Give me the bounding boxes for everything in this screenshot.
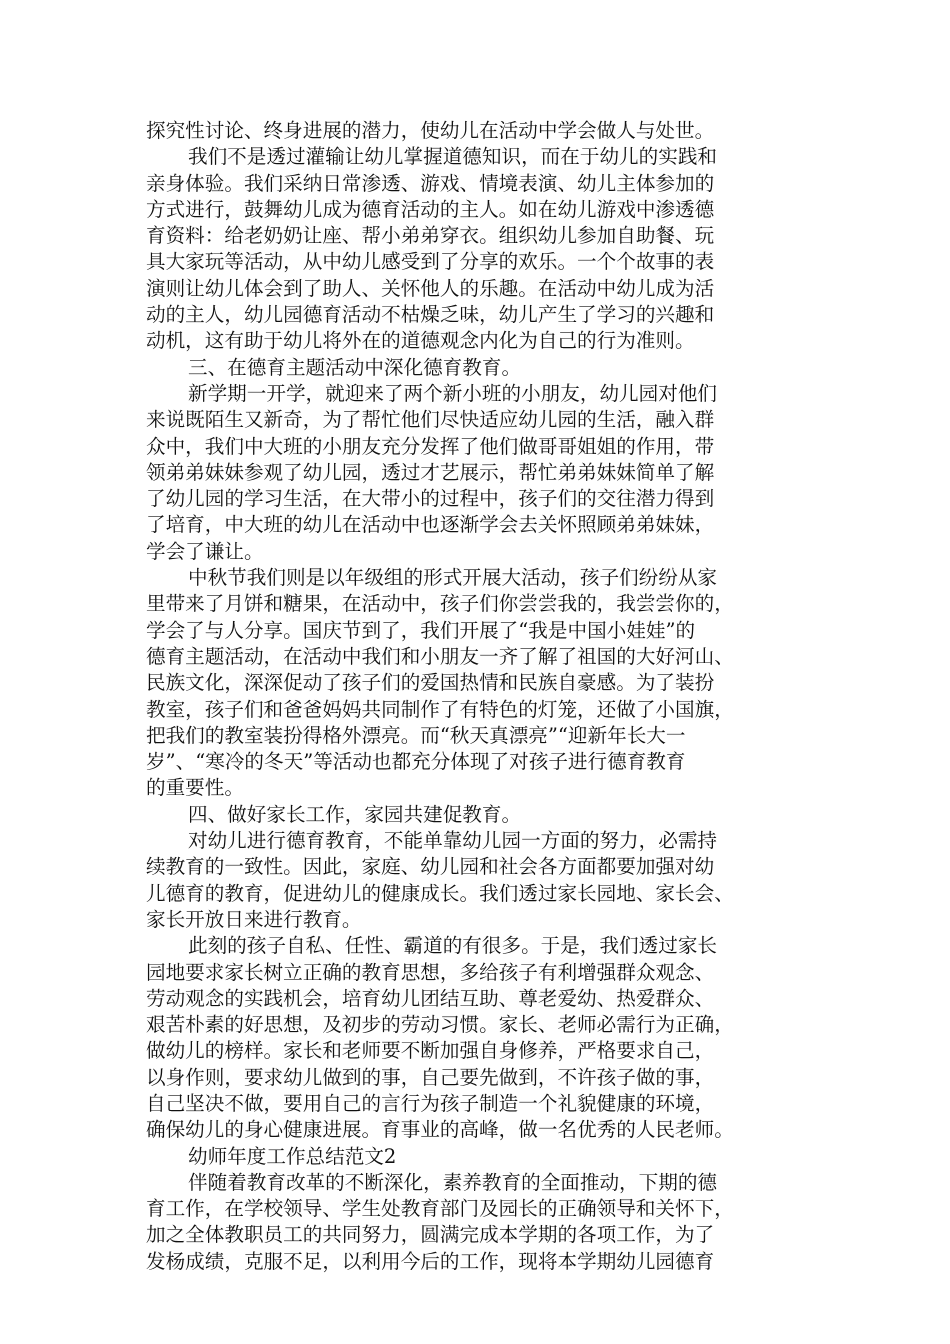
text-line: 发杨成绩，克服不足，以利用今后的工作，现将本学期幼儿园德育 [146,1249,715,1273]
text-line: 具大家玩等活动，从中幼儿感受到了分享的欢乐。一个个故事的表 [146,250,715,274]
text-line: 育工作，在学校领导、学生处教育部门及园长的正确领导和关怀下， [146,1197,734,1221]
text-line: 了幼儿园的学习生活，在大带小的过程中，孩子们的交往潜力得到 [146,487,715,511]
text-line: 领弟弟妹妹参观了幼儿园，透过才艺展示，帮忙弟弟妹妹简单了解 [146,460,715,484]
text-line: 艰苦朴素的好思想，及初步的劳动习惯。家长、老师必需行为正确， [146,1013,734,1037]
text-line: 把我们的教室装扮得格外漂亮。而“秋天真漂亮”“迎新年长大一 [146,723,686,747]
document-body [146,118,814,1275]
text-line: 家长开放日来进行教育。 [146,907,362,931]
text-line: 三、在德育主题活动中深化德育教育。 [188,355,522,379]
text-line: 新学期一开学，就迎来了两个新小班的小朋友，幼儿园对他们 [188,381,718,405]
text-line: 续教育的一致性。因此，家庭、幼儿园和社会各方面都要加强对幼 [146,855,715,879]
text-line: 演则让幼儿体会到了助人、关怀他人的乐趣。在活动中幼儿成为活 [146,276,715,300]
text-line: 了培育，中大班的幼儿在活动中也逐渐学会去关怀照顾弟弟妹妹， [146,513,715,537]
text-line: 岁”、“寒冷的冬天”等活动也都充分体现了对孩子进行德育教育 [146,750,686,774]
text-line: 的重要性。 [146,776,244,800]
text-line: 育资料：给老奶奶让座、帮小弟弟穿衣。组织幼儿参加自助餐、玩 [146,224,715,248]
text-line: 园地要求家长树立正确的教育思想，多给孩子有利增强群众观念、 [146,960,715,984]
text-line: 学会了谦让。 [146,539,264,563]
text-line: 以身作则，要求幼儿做到的事，自己要先做到，不许孩子做的事， [146,1065,715,1089]
text-line: 德育主题活动，在活动中我们和小朋友一齐了解了祖国的大好河山、 [146,644,734,668]
text-line: 来说既陌生又新奇，为了帮忙他们尽快适应幼儿园的生活，融入群 [146,408,715,432]
text-line: 民族文化，深深促动了孩子们的爱国热情和民族自豪感。为了装扮 [146,671,715,695]
text-line: 伴随着教育改革的不断深化，素养教育的全面推动，下期的德 [188,1170,718,1194]
text-line: 众中，我们中大班的小朋友充分发挥了他们做哥哥姐姐的作用，带 [146,434,715,458]
text-line: 方式进行，鼓舞幼儿成为德育活动的主人。如在幼儿游戏中渗透德 [146,197,715,221]
text-line: 儿德育的教育，促进幼儿的健康成长。我们透过家长园地、家长会、 [146,881,734,905]
text-line: 亲身体验。我们采纳日常渗透、游戏、情境表演、幼儿主体参加的 [146,171,715,195]
text-line: 确保幼儿的身心健康进展。育事业的高峰，做一名优秀的人民老师。 [146,1118,734,1142]
text-line: 幼师年度工作总结范文2 [188,1144,397,1168]
text-line: 动机，这有助于幼儿将外在的道德观念内化为自己的行为准则。 [146,329,695,353]
text-line: 探究性讨论、终身进展的潜力，使幼儿在活动中学会做人与处世。 [146,119,715,142]
text-line: 教室，孩子们和爸爸妈妈共同制作了有特色的灯笼，还做了小国旗， [146,697,734,721]
text-line: 中秋节我们则是以年级组的形式开展大活动，孩子们纷纷从家 [188,566,718,590]
text-line: 加之全体教职员工的共同努力，圆满完成本学期的各项工作，为了 [146,1223,715,1247]
text-line: 做幼儿的榜样。家长和老师要不断加强自身修养，严格要求自己， [146,1039,715,1063]
text-line: 对幼儿进行德育教育，不能单靠幼儿园一方面的努力，必需持 [188,829,718,853]
text-line: 四、做好家长工作，家园共建促教育。 [188,802,522,826]
text-line: 自己坚决不做，要用自己的言行为孩子制造一个礼貌健康的环境， [146,1091,715,1115]
text-line: 劳动观念的实践机会，培育幼儿团结互助、尊老爱幼、热爱群众、 [146,986,715,1010]
text-line: 此刻的孩子自私、任性、霸道的有很多。于是，我们透过家长 [188,934,718,958]
text-line: 我们不是透过灌输让幼儿掌握道德知识，而在于幼儿的实践和 [188,145,718,169]
text-line: 学会了与人分享。国庆节到了，我们开展了“我是中国小娃娃”的 [146,618,696,642]
text-line: 里带来了月饼和糖果，在活动中，孩子们你尝尝我的，我尝尝你的， [146,592,734,616]
text-line: 动的主人，幼儿园德育活动不枯燥乏味，幼儿产生了学习的兴趣和 [146,303,715,327]
